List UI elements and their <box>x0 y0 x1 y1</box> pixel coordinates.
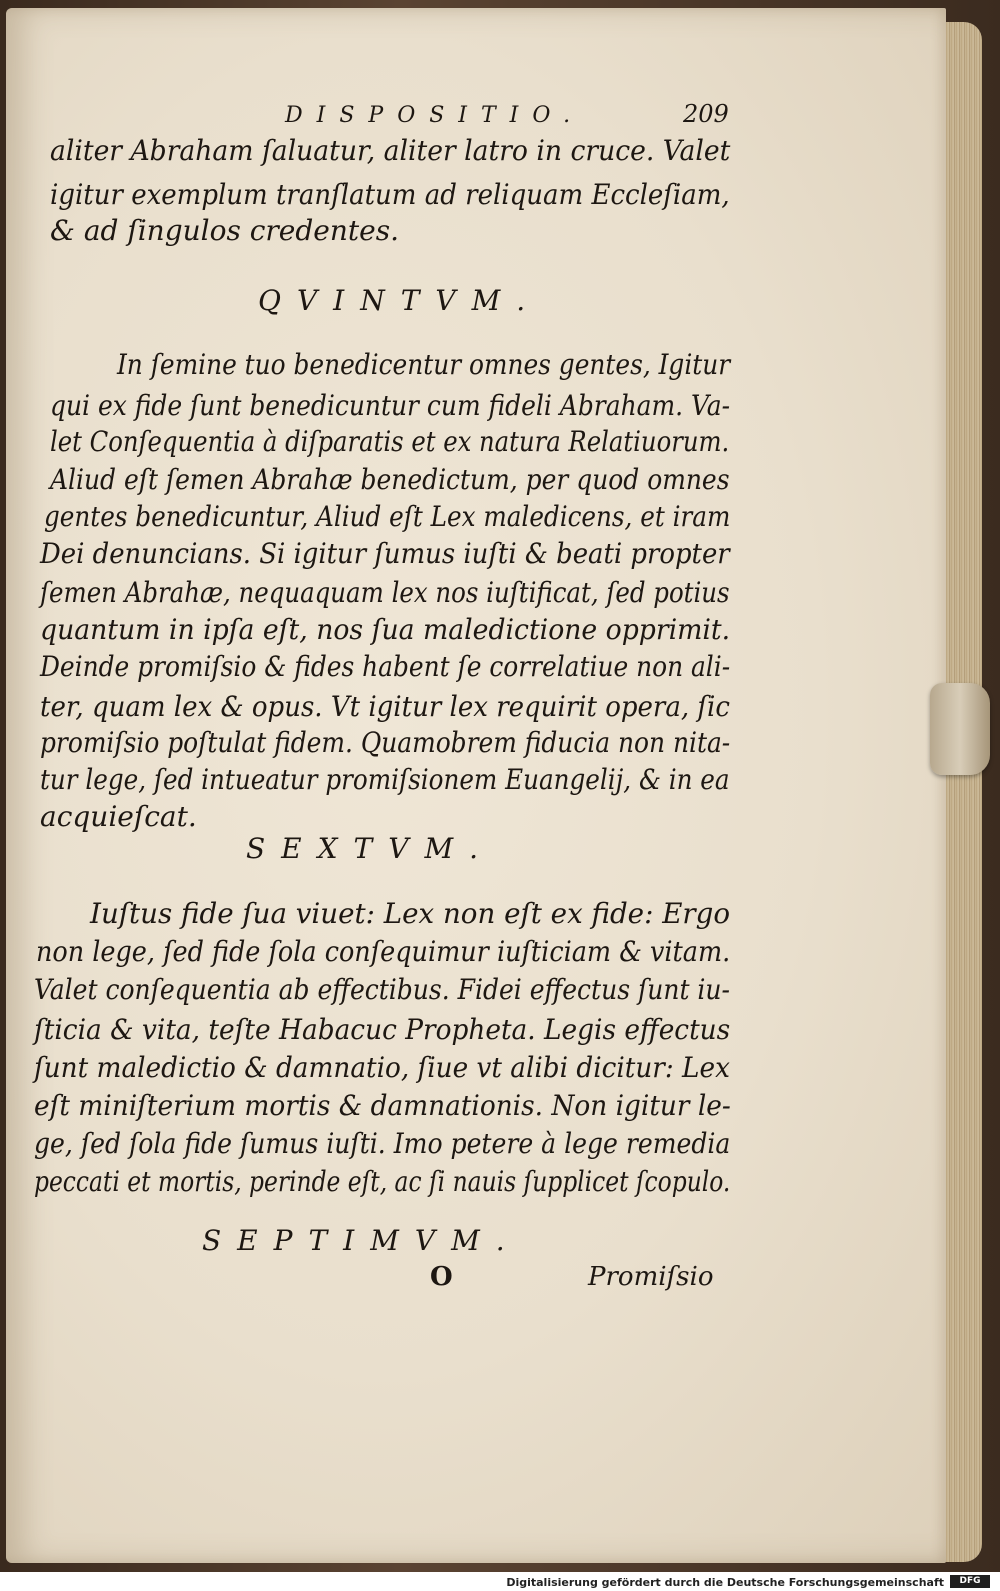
text-line: non lege, ſed fide ſola conſequimur iuſticiam & vitam. <box>36 935 731 968</box>
text-line: let Conſequentia à diſparatis et ex natura Relatiuorum. <box>50 425 730 458</box>
catchword: Promiſsio <box>588 1262 714 1292</box>
page-clip-tab <box>930 683 990 775</box>
page-number: 209 <box>683 100 729 128</box>
dfg-logo: DFG <box>950 1575 990 1588</box>
text-line: igitur exemplum tranſlatum ad reliquam Eccleſiam, <box>50 178 730 211</box>
text-line: ter, quam lex & opus. Vt igitur lex requirit opera, ſic <box>40 690 730 723</box>
text-line: & ad ſingulos credentes. <box>50 214 399 247</box>
text-line: promiſsio poſtulat fidem. Quamobrem fiducia non nita- <box>40 726 731 759</box>
signature-mark: O <box>430 1262 453 1292</box>
text-line: Deinde promiſsio & fides habent ſe correlatiue non ali- <box>40 650 731 683</box>
text-line: Valet conſequentia ab effectibus. Fidei effectus ſunt iu- <box>34 973 730 1006</box>
text-line: qui ex fide ſunt benedicuntur cum fideli Abraham. Va- <box>50 389 731 422</box>
running-head: DISPOSITIO. <box>285 103 585 128</box>
text-line: ſunt maledictio & damnatio, ſiue vt alibi dicitur: Lex <box>34 1051 730 1084</box>
text-line: gentes benedicuntur, Aliud eſt Lex maledicens, et iram <box>44 500 731 533</box>
text-line: quantum in ipſa eſt, nos ſua maledictione opprimit. <box>40 613 731 646</box>
text-line: In ſemine tuo benedicentur omnes gentes, Igitur <box>117 348 731 381</box>
text-line: Aliud eſt ſemen Abrahæ benedictum, per quod omnes <box>50 463 730 496</box>
text-line: acquieſcat. <box>40 800 197 833</box>
text-line: eſt miniſterium mortis & damnationis. Non igitur le- <box>34 1089 731 1122</box>
section-heading: QVINTVM. <box>258 284 542 317</box>
text-line: Iuſtus fide ſua viuet: Lex non eſt ex fide: Ergo <box>90 897 731 930</box>
text-line: ge, ſed ſola fide ſumus iuſti. Imo petere à lege remedia <box>34 1127 731 1160</box>
section-heading: SEPTIMVM. <box>202 1224 521 1257</box>
text-line: aliter Abraham ſaluatur, aliter latro in cruce. Valet <box>50 134 731 167</box>
text-line: peccati et mortis, perinde eſt, ac ſi nauis ſupplicet ſcopulo. <box>34 1165 731 1198</box>
text-line: ſticia & vita, teſte Habacuc Propheta. Legis effectus <box>34 1013 731 1046</box>
text-line: tur lege, ſed intueatur promiſsionem Euangelij, & in ea <box>40 763 730 796</box>
text-line: ſemen Abrahæ, nequaquam lex nos iuſtificat, ſed potius <box>40 576 730 609</box>
digitization-credit: Digitalisierung gefördert durch die Deutsche Forschungsgemeinschaft <box>506 1576 944 1589</box>
text-line: Dei denuncians. Si igitur ſumus iuſti & beati propter <box>40 537 730 570</box>
section-heading: SEXTVM. <box>246 832 495 865</box>
